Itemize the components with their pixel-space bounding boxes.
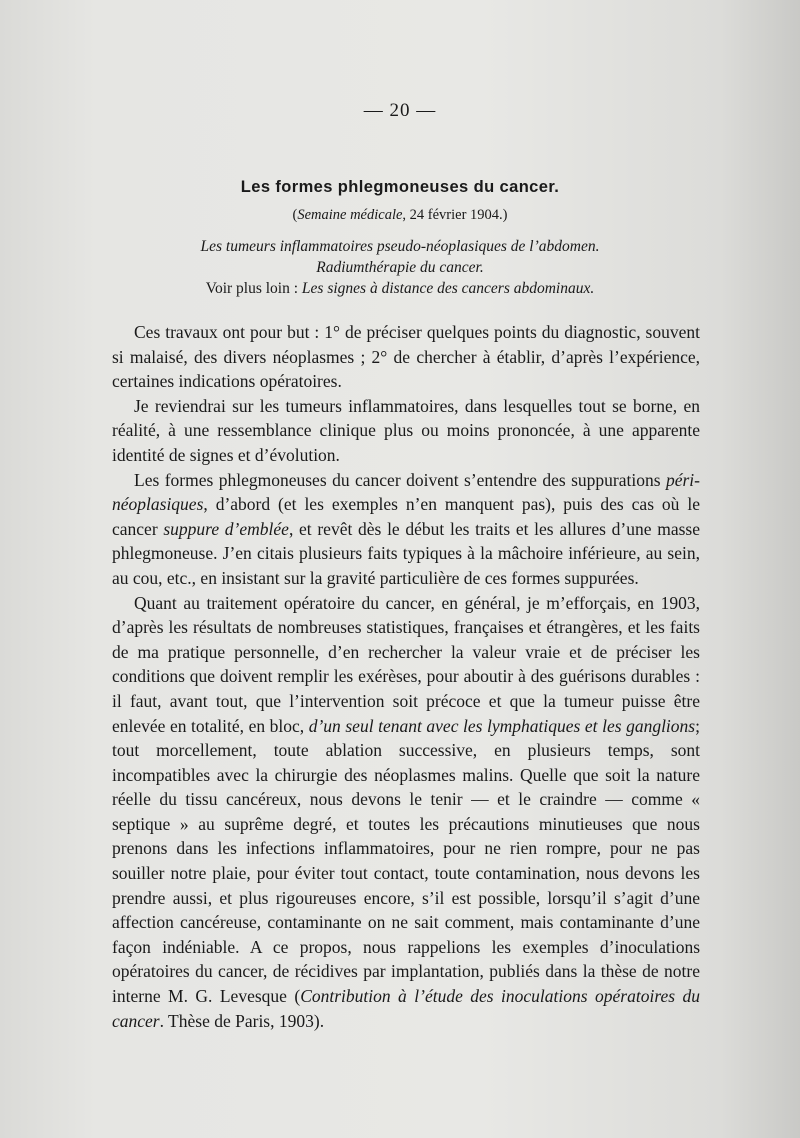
page-number: — 20 — [363,100,437,121]
paragraph-3-italic-suppure: suppure d’emblée [163,518,289,539]
paragraph-4-part-a: Quant au traitement opératoire du cancer, en général, je m’efforçais, en 1903, d’après les résultats de nombreuses statistiques, françaises et étrangères, et les faits de ma pratique personnelle, d’en rechercher la valeur vraie et de préciser les conditions que doivent remplir les exérèses, pour aboutir à des guérisons durables : il faut, avant tout, que l’intervention soit précoce et que la tumeur puisse être enlevée en totalité, en bloc, [112,592,700,736]
paragraph-3-part-a: Les formes phlegmoneuses du cancer doivent s’entendre des suppurations [134,469,666,490]
source-citation [0,207,800,224]
paragraph-4-italic-tenant: d’un seul tenant avec les lymphatiques et les ganglions [308,715,696,736]
source-date: , 24 février 1904.) [402,207,508,223]
paragraph-4-part-e: . Thèse de Paris, 1903). [159,1010,325,1031]
related-references [0,236,800,299]
reference-line-3 [0,278,800,299]
source-open-paren: ( [292,207,298,223]
body-text [112,320,700,1033]
reference-line-2: Radiumthérapie du cancer. [316,259,484,276]
paragraph-4-italic-thesis-title: Contribution à l’étude des inoculations opératoires du cancer [112,986,700,1031]
paragraph-4-part-c: ; tout morcellement, toute ablation successive, en plusieurs temps, sont incompatibles avec la chirurgie des néoplasmes malins. Quelle que soit la nature réelle du tissu cancéreux, nous devons le tenir — et le craindre — comme « septique » au suprême degré, et toutes les précautions minutieuses que nous prenons dans les infections inflammatoires, pour ne rien rompre, pour ne pas souiller notre plaie, pour éviter tout contact, toute contamination, nous devons les prendre aussi, et plus rigoureuses encore, s’il est possible, lorsqu’il s’agit d’une affection cancéreuse, contaminante on ne sait comment, mais contaminante d’une façon indéniable. A ce propos, nous rappelions les exemples d’inoculations opératoires du cancer, de récidives par implantation, publiés dans la thèse de notre interne M. G. Levesque ( [112,715,700,1007]
section-heading: Les formes phlegmoneuses du cancer. [240,178,560,196]
paragraph-3-italic-peri: péri-néoplasiques [112,469,700,515]
paragraph-2: Je reviendrai sur les tumeurs inflammatoires, dans lesquelles tout se borne, en réalité, à une ressemblance clinique plus ou moins prononcée, à une apparente identité de signes et d’évolution. [112,395,700,465]
paragraph-3-part-c: , d’abord (et les exemples n’en manquent pas), puis des cas où le cancer [112,494,700,539]
paragraph-1: Ces travaux ont pour but : 1° de préciser quelques points du diagnostic, souvent si malaisé, des divers néoplasmes ; 2° de chercher à établir, d’après l’expérience, certaines indications opératoires. [112,322,700,392]
paragraph-3 [112,468,700,591]
paragraph-3-part-e: , et revêt dès le début les traits et les allures d’une masse phlegmoneuse. J’en citais plusieurs faits typiques à la mâchoire inférieure, au sein, au cou, etc., en insistant sur la gravité particulière de ces formes suppurées. [112,518,700,588]
paragraph-4 [112,591,700,1034]
reference-see-also-title: Les signes à distance des cancers abdominaux. [301,280,595,297]
reference-line-1: Les tumeurs inflammatoires pseudo-néoplasiques de l’abdomen. [200,238,600,255]
source-journal: Semaine médicale [297,207,403,223]
reference-see-also: Voir plus loin : [205,280,302,297]
